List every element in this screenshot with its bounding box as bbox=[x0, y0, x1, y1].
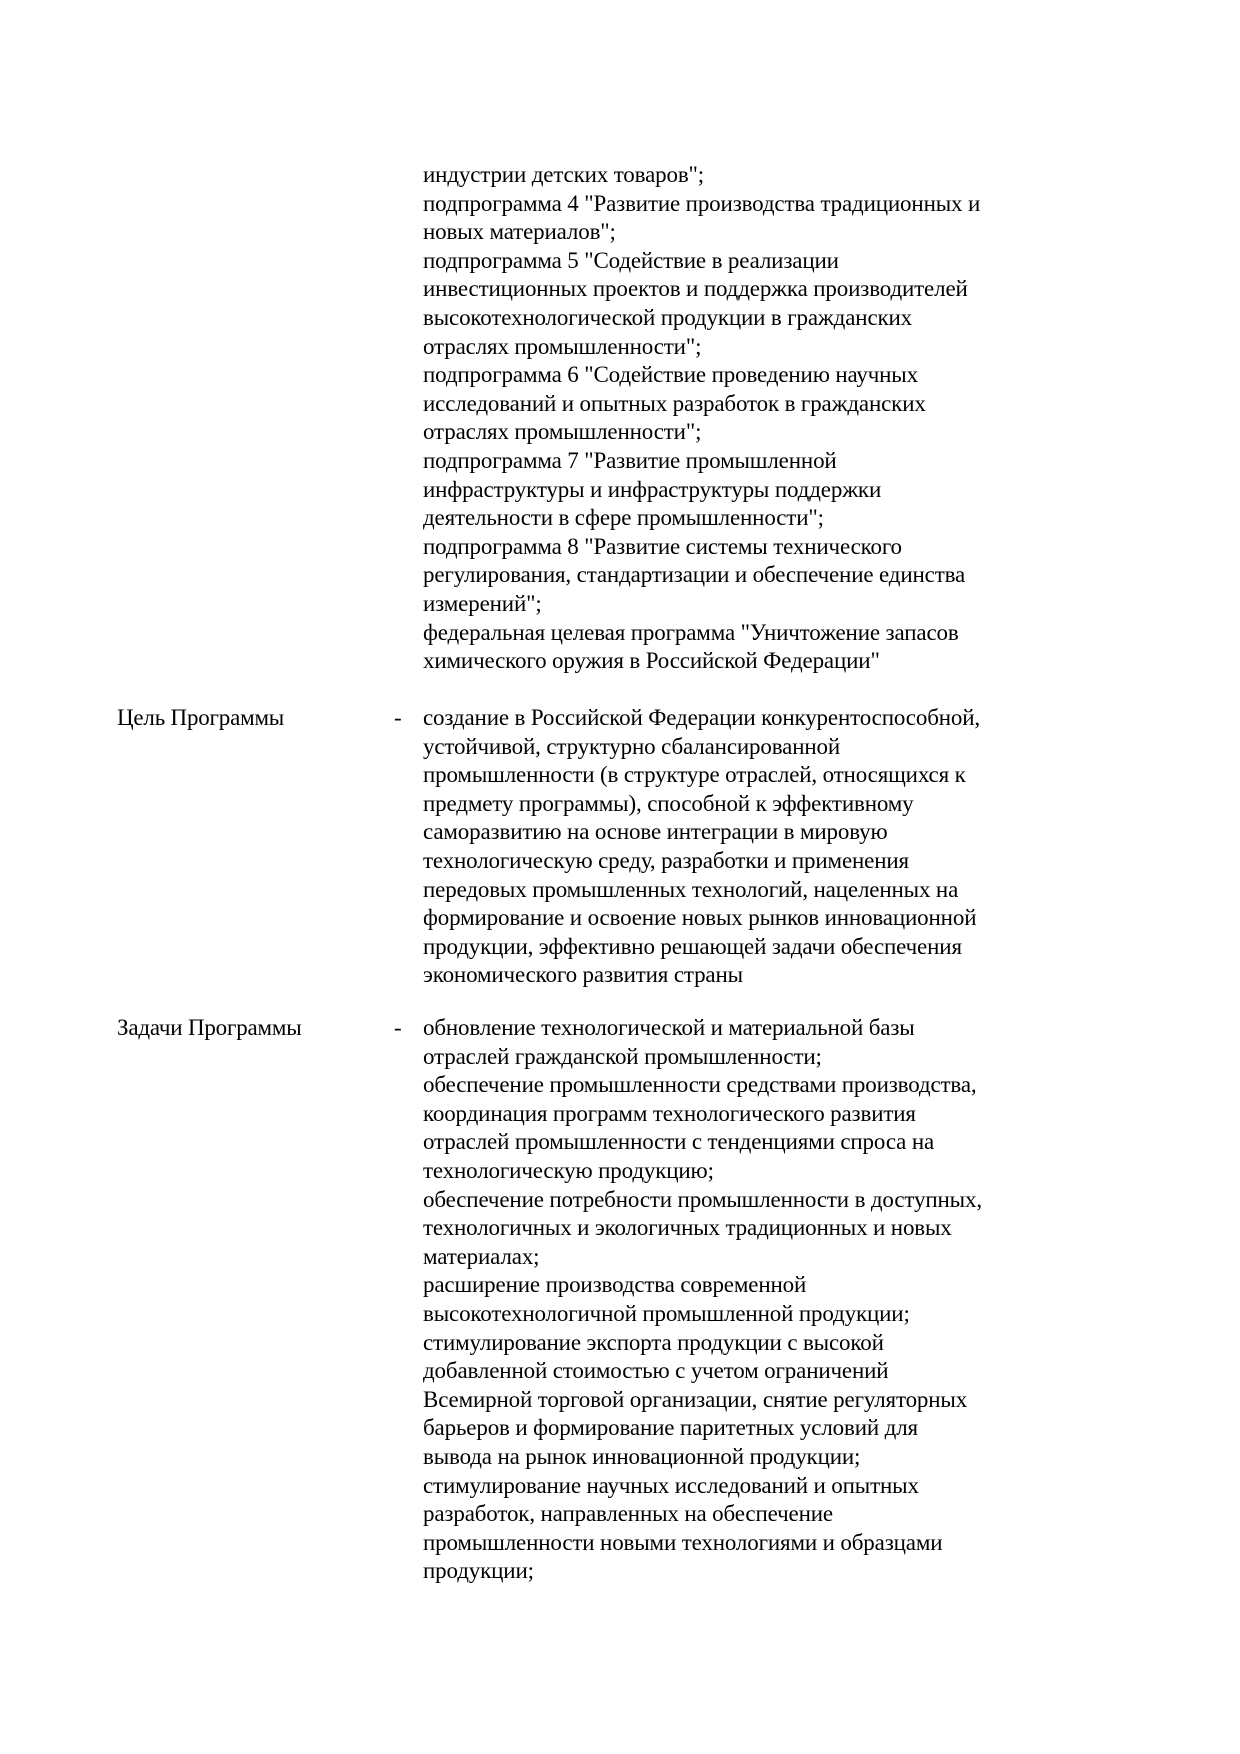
text-line: подпрограмма 7 "Развитие промышленной bbox=[423, 447, 837, 473]
text-line: формирование и освоение новых рынков инновационной bbox=[423, 905, 977, 931]
text-line: подпрограмма 8 "Развитие системы технического bbox=[423, 533, 902, 559]
text-line: исследований и опытных разработок в гражданских bbox=[423, 390, 926, 416]
text-line: отраслей промышленности с тенденциями спроса на bbox=[423, 1129, 935, 1155]
text-line: инвестиционных проектов и поддержка производителей bbox=[423, 276, 968, 302]
text-line: измерений"; bbox=[423, 590, 542, 616]
text-line: создание в Российской Федерации конкурентоспособной, bbox=[423, 705, 981, 730]
text-line: технологическую продукцию; bbox=[423, 1157, 714, 1183]
text-line: индустрии детских товаров"; bbox=[423, 162, 705, 187]
goal-label: Цель Программы bbox=[117, 705, 285, 730]
text-line: предмету программы), способной к эффективному bbox=[423, 790, 914, 816]
text-line: технологичных и экологичных традиционных и новых bbox=[423, 1215, 952, 1241]
goal-text bbox=[423, 704, 1063, 990]
text-line: промышленности новыми технологиями и образцами bbox=[423, 1529, 943, 1555]
text-line: подпрограмма 6 "Содействие проведению научных bbox=[423, 362, 918, 388]
text-line: саморазвитию на основе интеграции в мировую bbox=[423, 819, 888, 845]
text-line: новых материалов"; bbox=[423, 219, 616, 245]
text-line: подпрограмма 5 "Содействие в реализации bbox=[423, 247, 839, 273]
tasks-label: Задачи Программы bbox=[117, 1015, 302, 1040]
text-line: вывода на рынок инновационной продукции; bbox=[423, 1443, 861, 1469]
tasks-text bbox=[423, 1014, 1063, 1586]
text-line: барьеров и формирование паритетных условий для bbox=[423, 1415, 918, 1441]
goal-dash: - bbox=[394, 705, 402, 730]
text-line: промышленности (в структуре отраслей, относящихся к bbox=[423, 762, 966, 788]
text-line: продукции; bbox=[423, 1558, 534, 1584]
text-line: отраслях промышленности"; bbox=[423, 333, 702, 359]
text-line: отраслях промышленности"; bbox=[423, 419, 702, 445]
text-line: разработок, направленных на обеспечение bbox=[423, 1501, 833, 1527]
text-line: обеспечение потребности промышленности в доступных, bbox=[423, 1186, 982, 1212]
text-line: химического оружия в Российской Федерации" bbox=[423, 648, 880, 674]
text-line: высокотехнологичной промышленной продукции; bbox=[423, 1300, 910, 1326]
text-line: передовых промышленных технологий, нацеленных на bbox=[423, 876, 959, 902]
text-line: регулирования, стандартизации и обеспечение единства bbox=[423, 562, 966, 588]
text-line: стимулирование научных исследований и опытных bbox=[423, 1472, 919, 1498]
text-line: материалах; bbox=[423, 1243, 540, 1269]
text-line: отраслей гражданской промышленности; bbox=[423, 1043, 822, 1069]
text-line: обеспечение промышленности средствами производства, bbox=[423, 1072, 977, 1098]
text-line: стимулирование экспорта продукции с высокой bbox=[423, 1329, 884, 1355]
text-line: Всемирной торговой организации, снятие регуляторных bbox=[423, 1386, 968, 1412]
text-line: продукции, эффективно решающей задачи обеспечения bbox=[423, 933, 962, 959]
text-line: высокотехнологической продукции в гражданских bbox=[423, 304, 913, 330]
text-line: экономического развития страны bbox=[423, 962, 743, 988]
text-line: координация программ технологического развития bbox=[423, 1100, 916, 1126]
text-line: обновление технологической и материальной базы bbox=[423, 1015, 915, 1040]
text-line: добавленной стоимостью с учетом ограничений bbox=[423, 1358, 889, 1384]
subprograms-list bbox=[423, 161, 1063, 676]
text-line: деятельности в сфере промышленности"; bbox=[423, 505, 824, 531]
text-line: инфраструктуры и инфраструктуры поддержки bbox=[423, 476, 882, 502]
text-line: расширение производства современной bbox=[423, 1272, 807, 1298]
text-line: подпрограмма 4 "Развитие производства традиционных и bbox=[423, 190, 981, 216]
text-line: федеральная целевая программа "Уничтожение запасов bbox=[423, 619, 959, 645]
text-line: устойчивой, структурно сбалансированной bbox=[423, 733, 841, 759]
text-line: технологическую среду, разработки и применения bbox=[423, 847, 909, 873]
tasks-dash: - bbox=[394, 1015, 402, 1040]
